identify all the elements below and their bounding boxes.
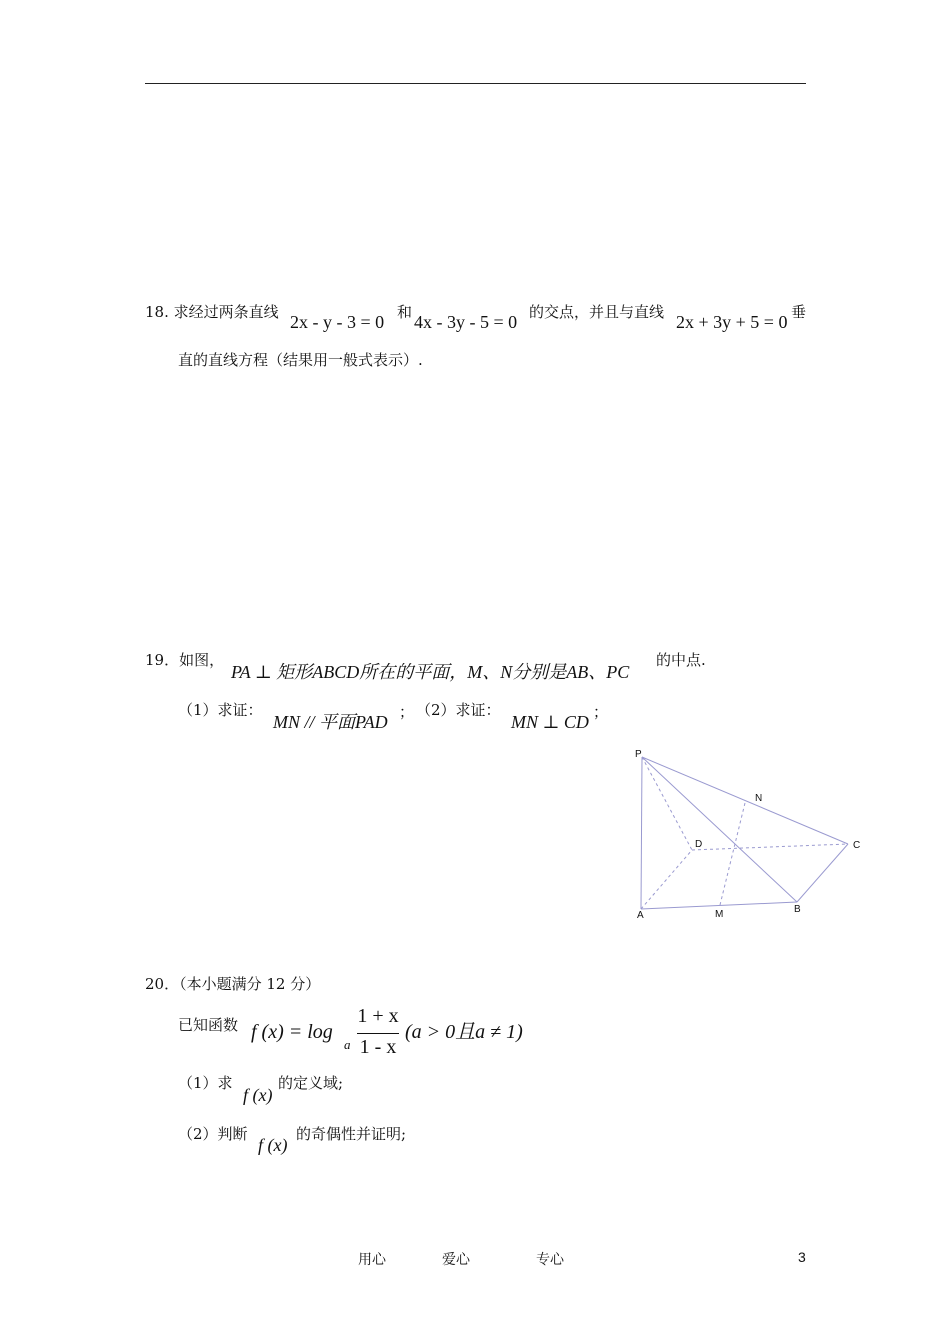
q18-equation-2: 4x - 3y - 5 = 0 (414, 312, 518, 332)
q20-part2-rest: 的奇偶性并证明; (296, 1125, 407, 1143)
header-rule (145, 83, 806, 84)
q18-equation-3: 2x + 3y + 5 = 0 (676, 312, 788, 332)
q20-lhs: f (x) = log (251, 1021, 333, 1043)
q19-part2-label: （2）求证： (416, 701, 501, 719)
footer-word-3: 专心 (536, 1252, 564, 1268)
q18-chui: 垂 (791, 303, 807, 321)
q20-numerator: 1 + x (357, 1005, 399, 1027)
pyramid-figure (625, 742, 870, 927)
q19-statement: PA ⊥ 矩形ABCD所在的平面，M、N分别是AB、PC (231, 662, 630, 682)
q19-part1-expr: MN // 平面PAD (273, 712, 388, 732)
segment-mn (720, 803, 745, 905)
page-number: 3 (798, 1249, 806, 1265)
footer-word-1: 用心 (358, 1252, 386, 1268)
label-c: C (853, 840, 861, 851)
q20-fraction (355, 1005, 401, 1063)
edge-bc (797, 844, 848, 902)
label-n: N (755, 793, 763, 804)
label-p: P (635, 749, 642, 760)
edge-pc (642, 757, 848, 844)
q19-separator: ； (399, 703, 415, 721)
q19-end: ； (593, 703, 609, 721)
label-b: B (794, 904, 801, 915)
q19-suffix: 的中点. (656, 651, 706, 669)
edge-pa (641, 757, 642, 909)
q18-and: 和 (397, 303, 413, 321)
q18-equation-1: 2x - y - 3 = 0 (290, 312, 385, 332)
q20-log-base: a (344, 1037, 351, 1052)
q20-part1-rest: 的定义域; (278, 1074, 344, 1092)
q18-line-2: 直的直线方程（结果用一般式表示）. (178, 351, 423, 369)
q20-prefix: 20．（本小题满分 12 分） (145, 975, 321, 993)
edge-dc (692, 844, 848, 850)
edge-ad (641, 850, 692, 909)
edge-ab (641, 902, 797, 909)
q20-fraction-bar (357, 1033, 399, 1034)
q20-intro: 已知函数 (178, 1016, 239, 1034)
q20-denominator: 1 - x (359, 1036, 397, 1058)
q20-part2-label: （2）判断 (178, 1125, 248, 1143)
q20-part1-label: （1）求 (178, 1074, 233, 1092)
footer-word-2: 爱心 (442, 1252, 470, 1268)
q20-part2-fx: f (x) (258, 1135, 288, 1155)
q19-part1-label: （1）求证： (178, 701, 263, 719)
label-a: A (637, 910, 644, 921)
q18-prefix: 18. 求经过两条直线 (145, 303, 279, 321)
edge-pd (642, 757, 692, 850)
q19-prefix: 19．如图， (145, 651, 225, 669)
q20-condition: (a > 0且a ≠ 1) (405, 1021, 523, 1043)
label-m: M (715, 909, 724, 920)
q20-part1-fx: f (x) (243, 1085, 273, 1105)
q19-part2-expr: MN ⊥ CD (511, 712, 589, 732)
label-d: D (695, 839, 703, 850)
q18-middle: 的交点，并且与直线 (529, 303, 665, 321)
